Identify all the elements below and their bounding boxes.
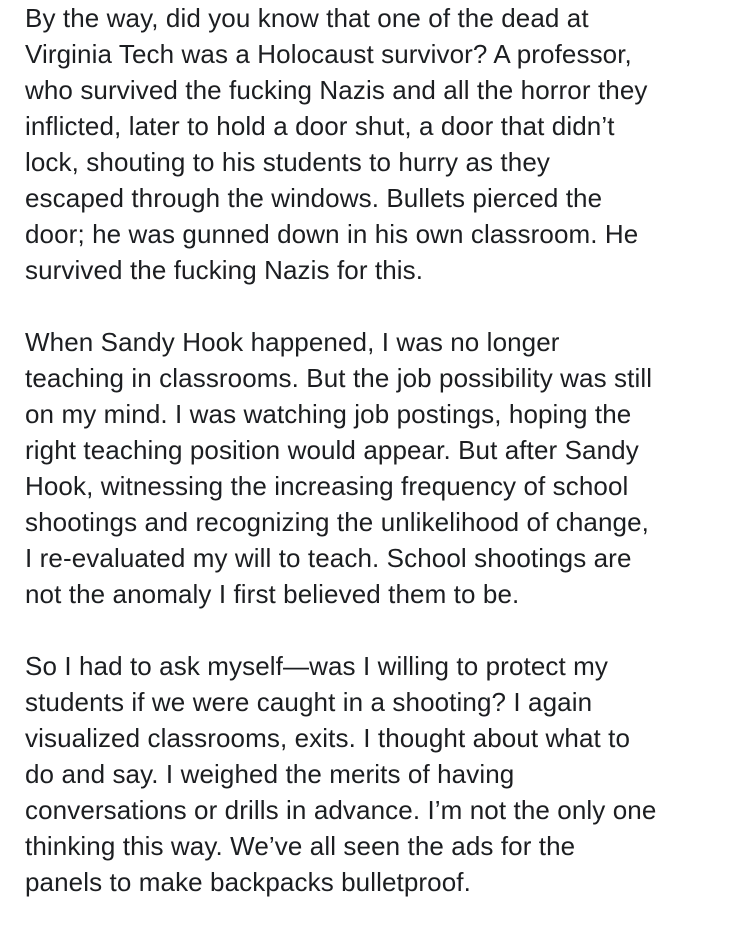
text-line: conversations or drills in advance. I’m not the only one	[25, 795, 657, 825]
text-line: right teaching position would appear. But after Sandy	[25, 435, 639, 465]
text-line: So I had to ask myself—was I willing to protect my	[25, 651, 608, 681]
text-line: thinking this way. We’ve all seen the ads for the	[25, 831, 576, 861]
text-line: visualized classrooms, exits. I thought about what to	[25, 723, 631, 753]
text-line: By the way, did you know that one of the dead at	[25, 3, 589, 33]
paragraph-2	[25, 324, 750, 612]
paragraph-1	[25, 0, 750, 288]
text-line: Virginia Tech was a Holocaust survivor? A professor,	[25, 39, 632, 69]
text-line: When Sandy Hook happened, I was no longer	[25, 327, 560, 357]
text-line: shootings and recognizing the unlikelihood of change,	[25, 507, 649, 537]
text-line: not the anomaly I first believed them to be.	[25, 579, 520, 609]
text-line: inflicted, later to hold a door shut, a door that didn’t	[25, 111, 615, 141]
text-line: I re-evaluated my will to teach. School shootings are	[25, 543, 632, 573]
text-line: lock, shouting to his students to hurry as they	[25, 147, 550, 177]
text-line: who survived the fucking Nazis and all the horror they	[25, 75, 648, 105]
text-line: panels to make backpacks bulletproof.	[25, 867, 471, 897]
paragraph-3	[25, 648, 750, 900]
text-line: do and say. I weighed the merits of having	[25, 759, 515, 789]
text-line: survived the fucking Nazis for this.	[25, 255, 424, 285]
text-line: teaching in classrooms. But the job possibility was still	[25, 363, 653, 393]
text-line: Hook, witnessing the increasing frequency of school	[25, 471, 629, 501]
text-line: door; he was gunned down in his own classroom. He	[25, 219, 639, 249]
text-line: on my mind. I was watching job postings, hoping the	[25, 399, 632, 429]
text-line: students if we were caught in a shooting? I again	[25, 687, 593, 717]
text-line: escaped through the windows. Bullets pierced the	[25, 183, 603, 213]
